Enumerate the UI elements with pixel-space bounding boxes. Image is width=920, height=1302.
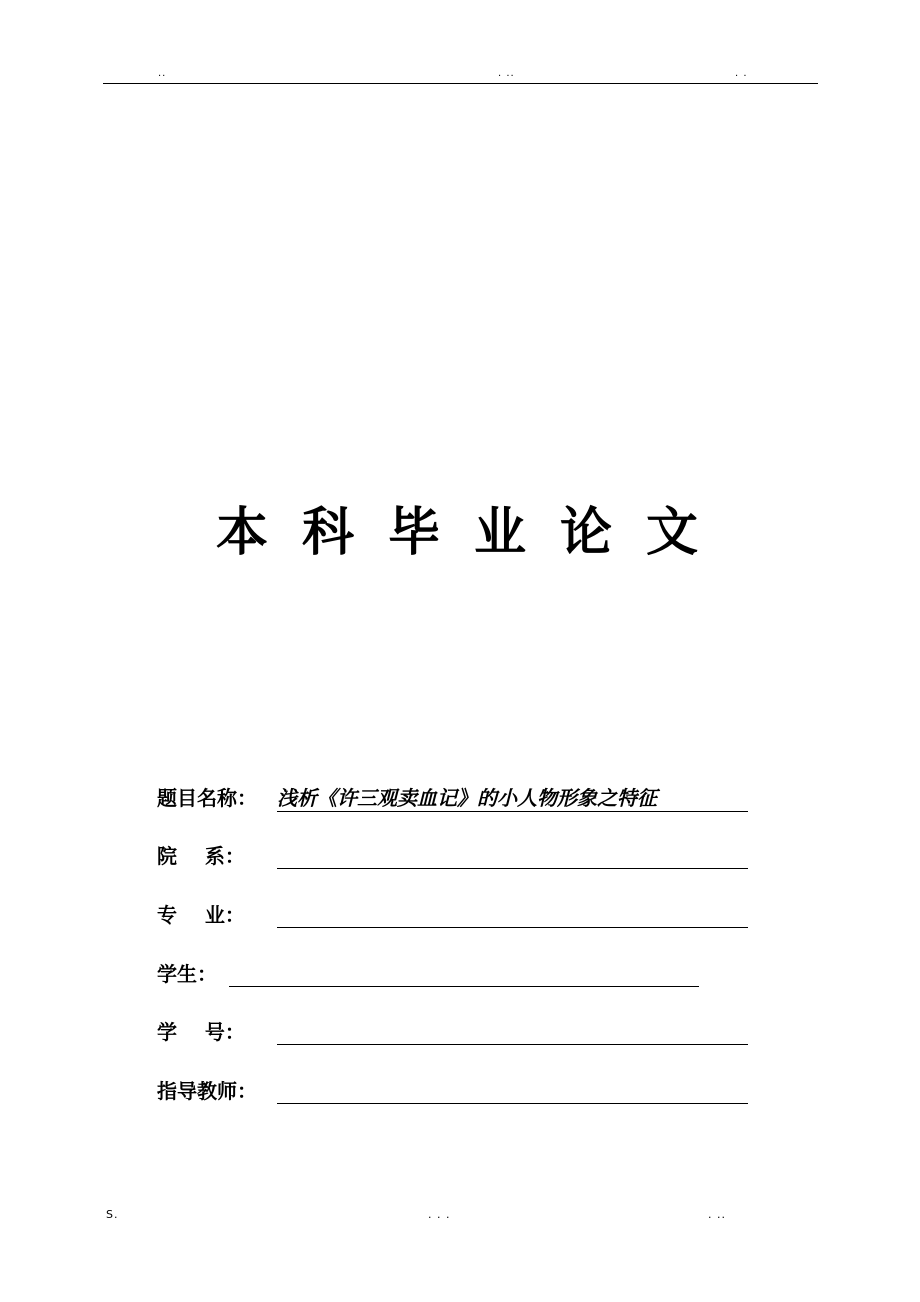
department-label: 院 系：: [157, 844, 245, 868]
student-id-underline[interactable]: [277, 1044, 748, 1045]
advisor-field: [157, 1075, 757, 1105]
department-underline[interactable]: [277, 868, 748, 869]
student-id-label: 学 号：: [157, 1020, 245, 1044]
page-title: 本科毕业论文: [215, 502, 732, 563]
topic-label: 题目名称：: [157, 786, 257, 810]
header-right-text: . .: [735, 68, 748, 79]
student-underline[interactable]: [229, 986, 699, 987]
major-underline[interactable]: [277, 927, 748, 928]
department-field: [157, 840, 757, 870]
student-field: [157, 958, 757, 988]
advisor-underline[interactable]: [277, 1103, 748, 1104]
topic-field: [157, 782, 757, 812]
footer-center-text: . . .: [428, 1208, 451, 1221]
advisor-label: 指导教师：: [157, 1079, 257, 1103]
header-left-text: ..: [158, 68, 167, 79]
student-label: 学生：: [157, 962, 217, 986]
topic-underline: [277, 811, 748, 812]
footer-left-text: S.: [106, 1208, 119, 1221]
header-center-text: . ..: [498, 68, 515, 79]
student-id-field: [157, 1016, 757, 1046]
topic-value: 浅析《许三观卖血记》的小人物形象之特征: [277, 786, 657, 810]
major-field: [157, 899, 757, 929]
footer-right-text: . ..: [708, 1208, 726, 1221]
major-label: 专 业：: [157, 903, 245, 927]
header-rule: [103, 83, 818, 84]
